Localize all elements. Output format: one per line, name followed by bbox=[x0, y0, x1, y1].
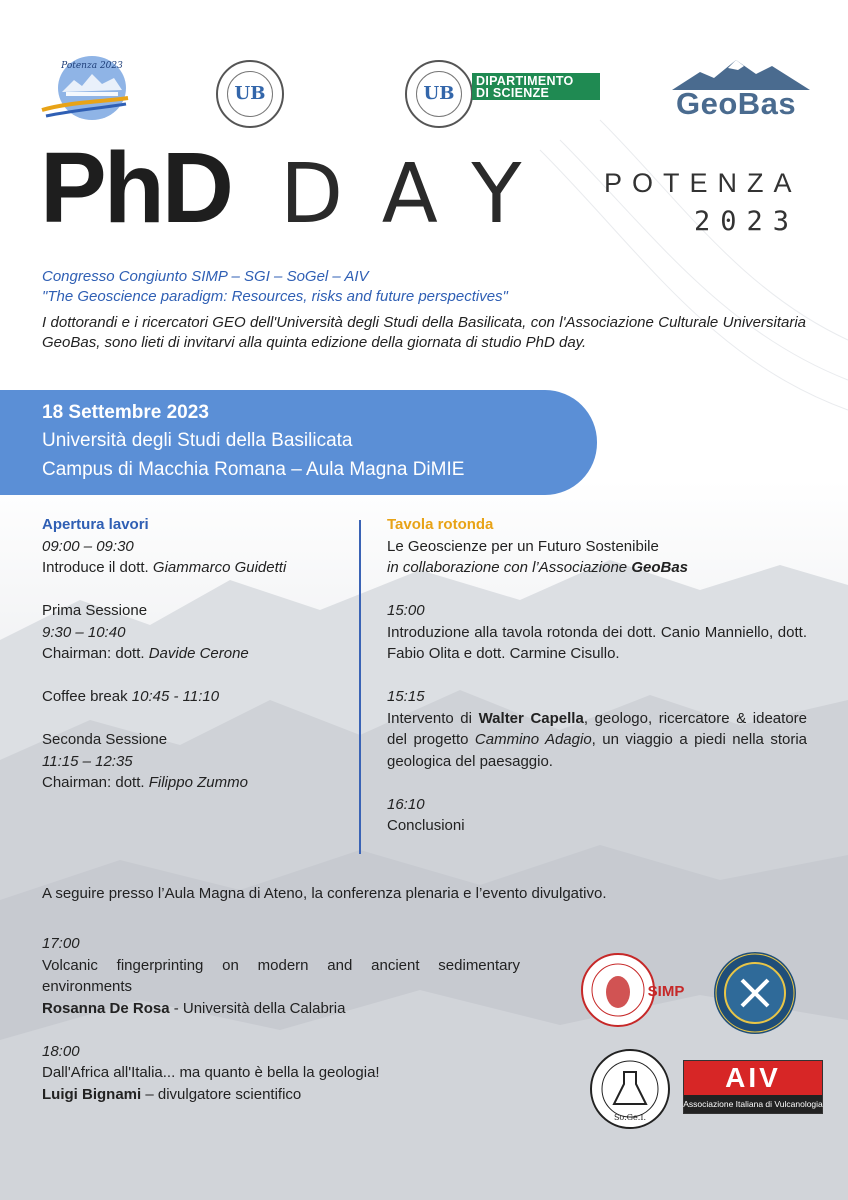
evening-program bbox=[42, 933, 520, 1105]
e2-title: Dall'Africa all'Italia... ma quanto è bella la geologia! bbox=[42, 1064, 380, 1081]
e1-speaker: Rosanna De Rosa - Università della Calabria bbox=[42, 999, 346, 1017]
sogei-logo bbox=[588, 1048, 672, 1130]
invitation-text: I dottorandi e i ricercatori GEO dell'Università degli Studi della Basilicata, con l'Associazione Culturale Universitaria GeoBas, sono lieti di invitarvi alla quinta edizione della giornata di studio PhD day. bbox=[42, 314, 806, 351]
e2-time: 18:00 bbox=[42, 1042, 80, 1060]
opening-time: 09:00 – 09:30 bbox=[42, 537, 134, 555]
morning-heading: Apertura lavori bbox=[42, 516, 149, 533]
slot3-text: Conclusioni bbox=[387, 817, 465, 834]
unibas-seal-logo-2 bbox=[405, 60, 473, 128]
slot3-time: 16:10 bbox=[387, 795, 425, 813]
session1-chair: Chairman: dott. Davide Cerone bbox=[42, 645, 249, 662]
dipartimento-line1: DIPARTIMENTO bbox=[476, 74, 574, 88]
potenza-2023-logo bbox=[40, 52, 132, 124]
slot2-text: Intervento di Walter Capella, geologo, ricercatore & ideatore del progetto Cammino Adagio, un viaggio a piedi nella storia geologica del paesaggio. bbox=[387, 709, 808, 770]
slot1-time: 15:00 bbox=[387, 602, 425, 619]
dipartimento-line2: DI SCIENZE bbox=[476, 86, 550, 100]
dipartimento-scienze-logo bbox=[472, 73, 600, 100]
aiv-logo-text: AIV bbox=[725, 1062, 781, 1093]
simp-logo bbox=[578, 950, 686, 1032]
afternoon-program bbox=[387, 514, 807, 837]
coffee-break: Coffee break 10:45 - 11:10 bbox=[42, 688, 220, 705]
slot1-text: Introduzione alla tavola rotonda dei dott. Canio Manniello, dott. Fabio Olita e dott. Carmine Cisullo. bbox=[387, 623, 807, 662]
unibas-seal-letters: UB bbox=[227, 71, 274, 118]
session2-chair: Chairman: dott. Filippo Zummo bbox=[42, 774, 248, 791]
slot2-time: 15:15 bbox=[387, 688, 425, 705]
sogei-logo-text: So.Ge.I. bbox=[613, 1113, 647, 1122]
aiv-logo bbox=[683, 1060, 823, 1114]
session2-title: Seconda Sessione bbox=[42, 731, 168, 748]
evening-intro: A seguire presso l’Aula Magna di Ateno, la conferenza plenaria e l’evento divulgativo. bbox=[42, 885, 607, 902]
collaboration-line: in collaborazione con l’Associazione GeoBas bbox=[387, 559, 689, 576]
congress-name: Congresso Congiunto SIMP – SGI – SoGel – AIV bbox=[42, 268, 369, 285]
afternoon-heading: Tavola rotonda bbox=[387, 516, 494, 533]
e1-title: Volcanic fingerprinting on modern and ancient sedimentary environments bbox=[42, 956, 520, 995]
column-divider bbox=[359, 520, 361, 854]
title-day: DAY bbox=[280, 147, 562, 242]
congress-heading bbox=[42, 267, 508, 307]
title-city: POTENZA bbox=[604, 168, 802, 198]
e1-time: 17:00 bbox=[42, 935, 80, 952]
event-date: 18 Settembre 2023 bbox=[42, 402, 209, 423]
title-phd: PhD bbox=[40, 132, 231, 244]
morning-program bbox=[42, 514, 352, 794]
aiv-subtitle: Associazione Italiana di Vulcanologia bbox=[684, 1095, 822, 1113]
event-venue: Campus di Macchia Romana – Aula Magna DiMIE bbox=[42, 459, 465, 480]
unibas-seal-letters-2: UB bbox=[416, 71, 463, 118]
session2-time: 11:15 – 12:35 bbox=[42, 752, 133, 770]
title-year: 2023 bbox=[694, 206, 800, 237]
event-university: Università degli Studi della Basilicata bbox=[42, 430, 353, 451]
geobas-logo-text: GeoBas bbox=[676, 86, 797, 121]
potenza-logo-text: Potenza 2023 bbox=[61, 61, 123, 71]
e2-speaker: Luigi Bignami – divulgatore scientifico bbox=[42, 1085, 302, 1103]
session1-title: Prima Sessione bbox=[42, 602, 148, 619]
geobas-logo bbox=[672, 58, 812, 126]
session1-time: 9:30 – 10:40 bbox=[42, 623, 126, 641]
unibas-seal-logo bbox=[216, 60, 284, 128]
opening-intro: Introduce il dott. Giammarco Guidetti bbox=[42, 559, 287, 576]
round-table-subtitle: Le Geoscienze per un Futuro Sostenibile bbox=[387, 537, 659, 555]
simp-logo-text: SIMP bbox=[647, 983, 685, 1000]
sgi-logo bbox=[712, 950, 798, 1036]
congress-theme: "The Geoscience paradigm: Resources, risks and future perspectives" bbox=[42, 288, 508, 305]
